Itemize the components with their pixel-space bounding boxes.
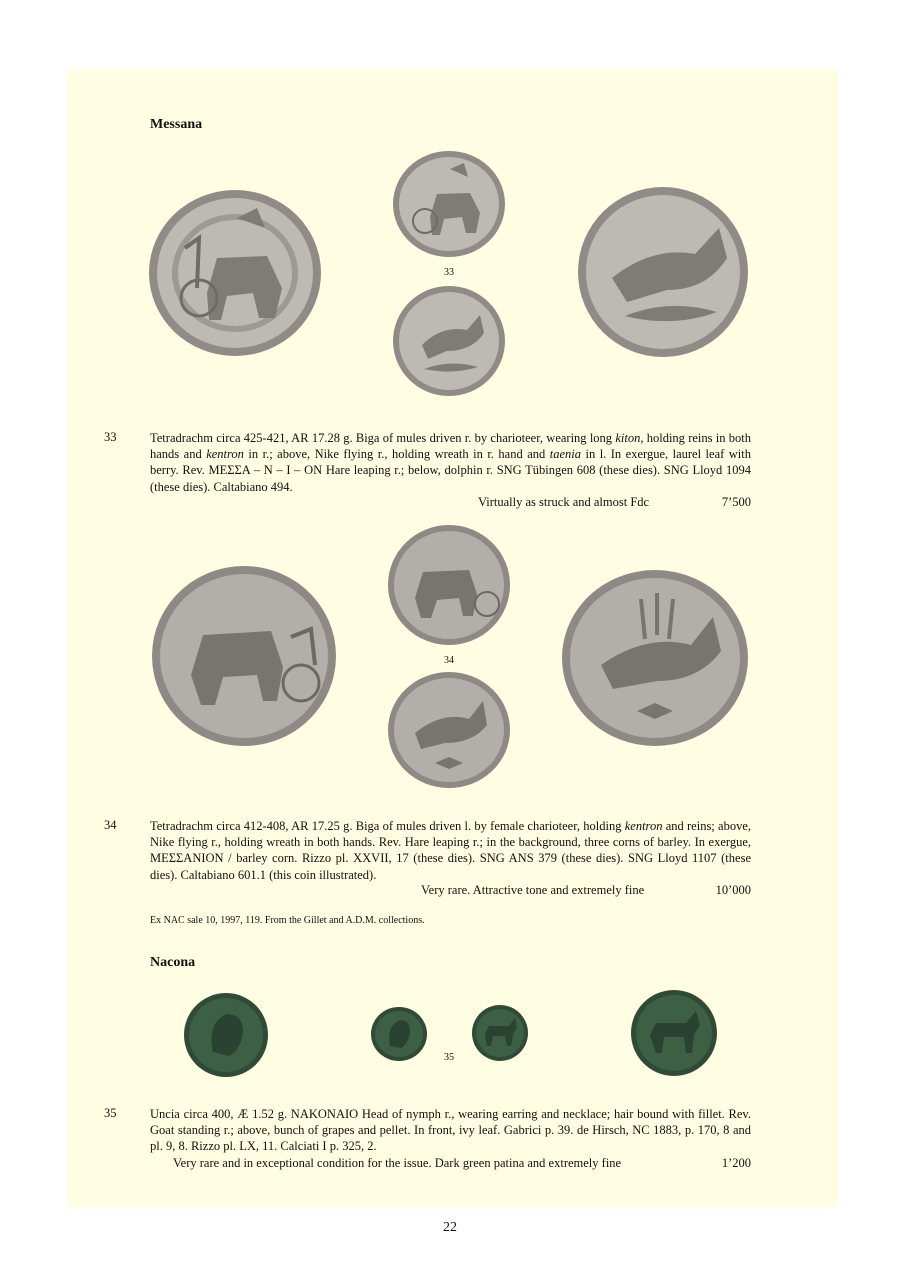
coin-34-reverse-large — [561, 569, 749, 747]
lot-description-35: Uncia circa 400, Æ 1.52 g. NAKONAIO Head of nymph r., wearing earring and necklace; hair bound with fillet. Rev. Goat standing r.; above, bunch of grapes and pellet. In front, ivy leaf. Gabrici p. 39. de Hirsch, NC 1883, p. 170, 8 and pl. 9, 8. Rizzo pl. LX, 11. Calciati I p. 325, 2. — [150, 1107, 751, 1154]
section-title-nacona: Nacona — [150, 955, 196, 970]
coin-33-reverse-large — [577, 186, 749, 358]
coin-35-reverse-large — [630, 989, 718, 1077]
lot-number-33: 33 — [104, 430, 117, 444]
lot-description-33: Tetradrachm circa 425-421, AR 17.28 g. Biga of mules driven r. by charioteer, wearing long kiton, holding reins in both hands and kentron in r.; above, Nike flying r., holding wreath in r. hand and taenia in l. In exergue, laurel leaf with berry. Rev. ΜΕΣΣΑ – Ν – Ι – ΟΝ Hare leaping r.; below, dolphin r. SNG Tübingen 608 (these dies). SNG Lloyd 1094 (these dies). Caltabiano 494. — [150, 431, 751, 494]
coin-33-obverse-small — [392, 149, 506, 259]
coin-34-obverse-small — [387, 524, 511, 647]
lot-number-34: 34 — [104, 818, 117, 832]
lot-condition-33: Virtually as struck and almost Fdc — [478, 495, 650, 509]
section-title-messana: Messana — [150, 117, 203, 132]
page-number: 22 — [443, 1220, 457, 1235]
lot-price-33: 7’500 — [721, 495, 751, 509]
coin-35-obverse-large — [183, 992, 269, 1078]
lot-provenance-34: Ex NAC sale 10, 1997, 119. From the Gillet and A.D.M. collections. — [150, 915, 425, 926]
lot-description-34: Tetradrachm circa 412-408, AR 17.25 g. Biga of mules driven l. by female charioteer, holding kentron and reins; above, Nike flying r., holding wreath in both hands. Rev. Hare leaping r.; in the background, three corns of barley. In exergue, ΜΕΣΣΑΝΙΟΝ / barley corn. Rizzo pl. XXVII, 17 (these dies). SNG ANS 379 (these dies). SNG Lloyd 1107 (these dies). Caltabiano 601.1 (this coin illustrated). — [150, 819, 752, 882]
lot-number-35: 35 — [104, 1106, 117, 1120]
coin-label-35: 35 — [444, 1052, 454, 1063]
coin-33-reverse-small — [392, 285, 506, 398]
coin-34-reverse-small — [387, 671, 511, 790]
coin-35-reverse-small — [471, 1004, 529, 1062]
coin-34-obverse-large — [151, 565, 337, 747]
coin-33-obverse-large — [147, 188, 323, 358]
coin-label-34: 34 — [444, 655, 454, 666]
lot-price-34: 10’000 — [715, 883, 751, 897]
lot-price-35: 1’200 — [721, 1156, 751, 1170]
lot-condition-35: Very rare and in exceptional condition for the issue. Dark green patina and extremely fine — [173, 1156, 622, 1170]
coin-35-obverse-small — [370, 1006, 428, 1062]
coin-label-33: 33 — [444, 267, 454, 278]
lot-condition-34: Very rare. Attractive tone and extremely fine — [421, 883, 645, 897]
